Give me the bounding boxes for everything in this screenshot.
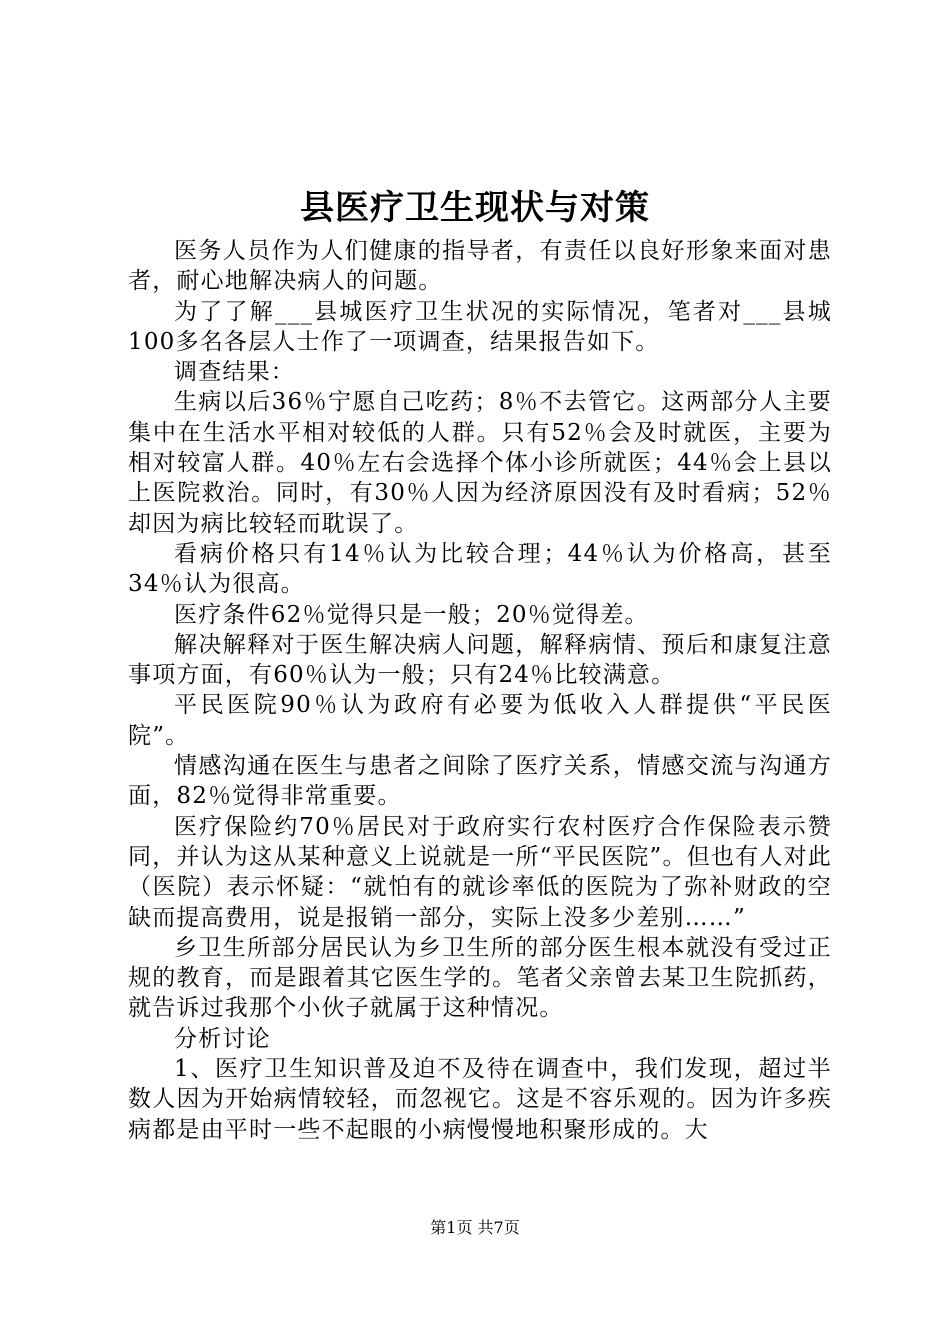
paragraph-analysis-heading: 分析讨论: [174, 1025, 271, 1052]
paragraph-conditions: 医疗条件62％觉得只是一般；20％觉得差。: [174, 601, 649, 628]
paragraph-township-clinic: 乡卫生所部分居民认为乡卫生所的部分医生根本就没有受过正规的教育，而是跟着其它医生学的。笔者父亲曾去某卫生院抓药，就告诉过我那个小伙子就属于这种情况。: [128, 934, 832, 1022]
paragraph-survey-purpose: 为了了解___县城医疗卫生状况的实际情况，笔者对___县城100多名各层人士作了一项调查，结果报告如下。: [128, 298, 832, 355]
paragraph-survey-results-heading: 调查结果：: [174, 359, 295, 386]
document-body: [128, 236, 832, 1145]
paragraph-intro: 医务人员作为人们健康的指导者，有责任以良好形象来面对患者，耐心地解决病人的问题。: [128, 238, 832, 295]
paragraph-civilian-hospital: 平民医院90％认为政府有必要为低收入人群提供“平民医院”。: [128, 692, 832, 749]
document-title: 县医疗卫生现状与对策: [300, 188, 650, 228]
paragraph-analysis-1: 1、医疗卫生知识普及迫不及待在调查中，我们发现，超过半数人因为开始病情较轻，而忽视它。这是不容乐观的。因为许多疾病都是由平时一些不起眼的小病慢慢地积聚形成的。大: [128, 1056, 832, 1143]
paragraph-emotional-communication: 情感沟通在医生与患者之间除了医疗关系，情感交流与沟通方面，82％觉得非常重要。: [128, 753, 832, 810]
page-footer: 第1页 共7页: [430, 1218, 520, 1237]
paragraph-illness-behavior: 生病以后36％宁愿自己吃药；8％不去管它。这两部分人主要集中在生活水平相对较低的人群。只有52％会及时就医，主要为相对较富人群。40％左右会选择个体小诊所就医；44％会上县以上医院救治。同时，有30％人因为经济原因没有及时看病；52％却因为病比较轻而耽误了。: [128, 389, 832, 537]
paragraph-price: 看病价格只有14％认为比较合理；44％认为价格高，甚至34％认为很高。: [128, 540, 832, 598]
paragraph-explanation: 解决解释对于医生解决病人问题，解释病情、预后和康复注意事项方面，有60％认为一般；只有24％比较满意。: [128, 631, 832, 689]
paragraph-medical-insurance: 医疗保险约70％居民对于政府实行农村医疗合作保险表示赞同，并认为这从某种意义上说就是一所“平民医院”。但也有人对此（医院）表示怀疑：“就怕有的就诊率低的医院为了弥补财政的空缺而提高费用，说是报销一部分，实际上没多少差别……”: [128, 813, 832, 931]
